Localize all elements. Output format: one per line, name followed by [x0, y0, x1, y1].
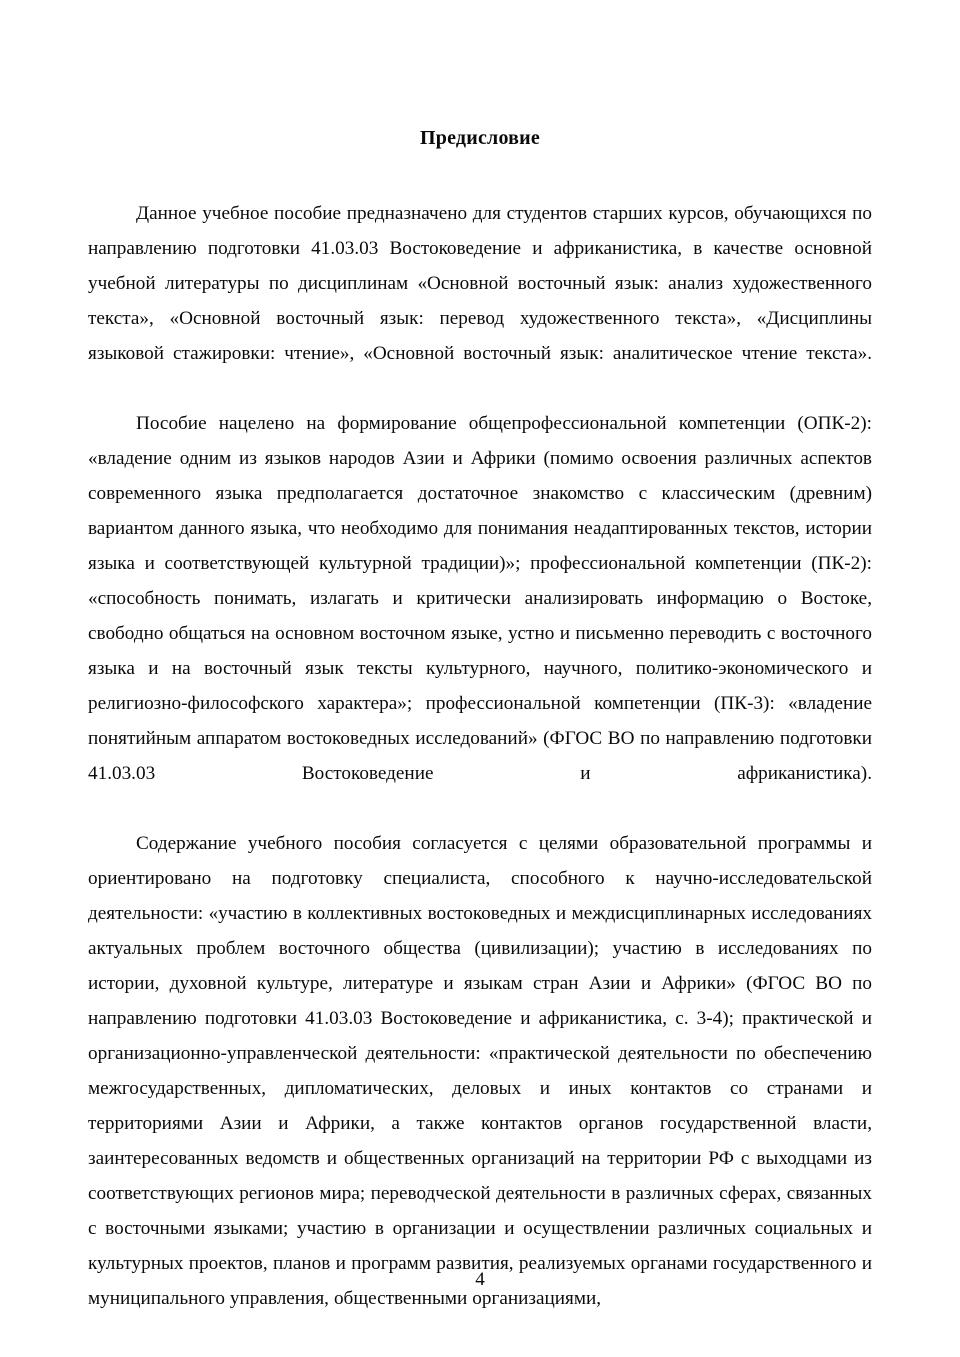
page-title: Предисловие	[420, 127, 540, 149]
paragraph-intro: Данное учебное пособие предназначено для студентов старших курсов, обучающихся по направлению подготовки 41.03.03 Востоковедение и африканистика, в качестве основной учебной литературы по дисциплинам «Основной восточный язык: анализ художественного текста», «Основной восточный язык: перевод художественного текста», «Дисциплины языковой стажировки: чтение», «Основной восточный язык: аналитическое чтение текста».	[88, 203, 872, 364]
paragraph-competencies: Пособие нацелено на формирование общепрофессиональной компетенции (ОПК-2): «владение одним из языков народов Азии и Африки (помимо освоения различных аспектов современного языка предполагается достаточное знакомство с классическим (древним) вариантом данного языка, что необходимо для понимания неадаптированных текстов, истории языка и соответствующей культурной традиции)»; профессиональной компетенции (ПК-2): «способность понимать, излагать и критически анализировать информацию о Востоке, свободно общаться на основном восточном языке, устно и письменно переводить с восточного языка и на восточный язык тексты культурного, научного, политико-экономического и религиозно-философского характера»; профессиональной компетенции (ПК-3): «владение понятийным аппаратом востоковедных исследований» (ФГОС ВО по направлению подготовки 41.03.03 Востоковедение и африканистика).	[88, 413, 872, 784]
paragraph-contents: Содержание учебного пособия согласуется с целями образовательной программы и ориентировано на подготовку специалиста, способного к научно-исследовательской деятельности: «участию в коллективных востоковедных и междисциплинарных исследованиях актуальных проблем восточного общества (цивилизации); участию в исследованиях по истории, духовной культуре, литературе и языкам стран Азии и Африки» (ФГОС ВО по направлению подготовки 41.03.03 Востоковедение и африканистика, с. 3-4); практической и организационно-управленческой деятельности: «практической деятельности по обеспечению межгосударственных, дипломатических, деловых и иных контактов со странами и территориями Азии и Африки, а также контактов органов государственной власти, заинтересованных ведомств и общественных организаций на территории РФ с выходцами из соответствующих регионов мира; переводческой деятельности в различных сферах, связанных с восточными языками; участию в организации и осуществлении различных социальных и культурных проектов, планов и программ развития, реализуемых органами государственного и муниципального управления, общественными организациями,	[88, 833, 872, 1309]
page-number: 4	[475, 1269, 485, 1290]
page-content	[88, 126, 872, 1316]
